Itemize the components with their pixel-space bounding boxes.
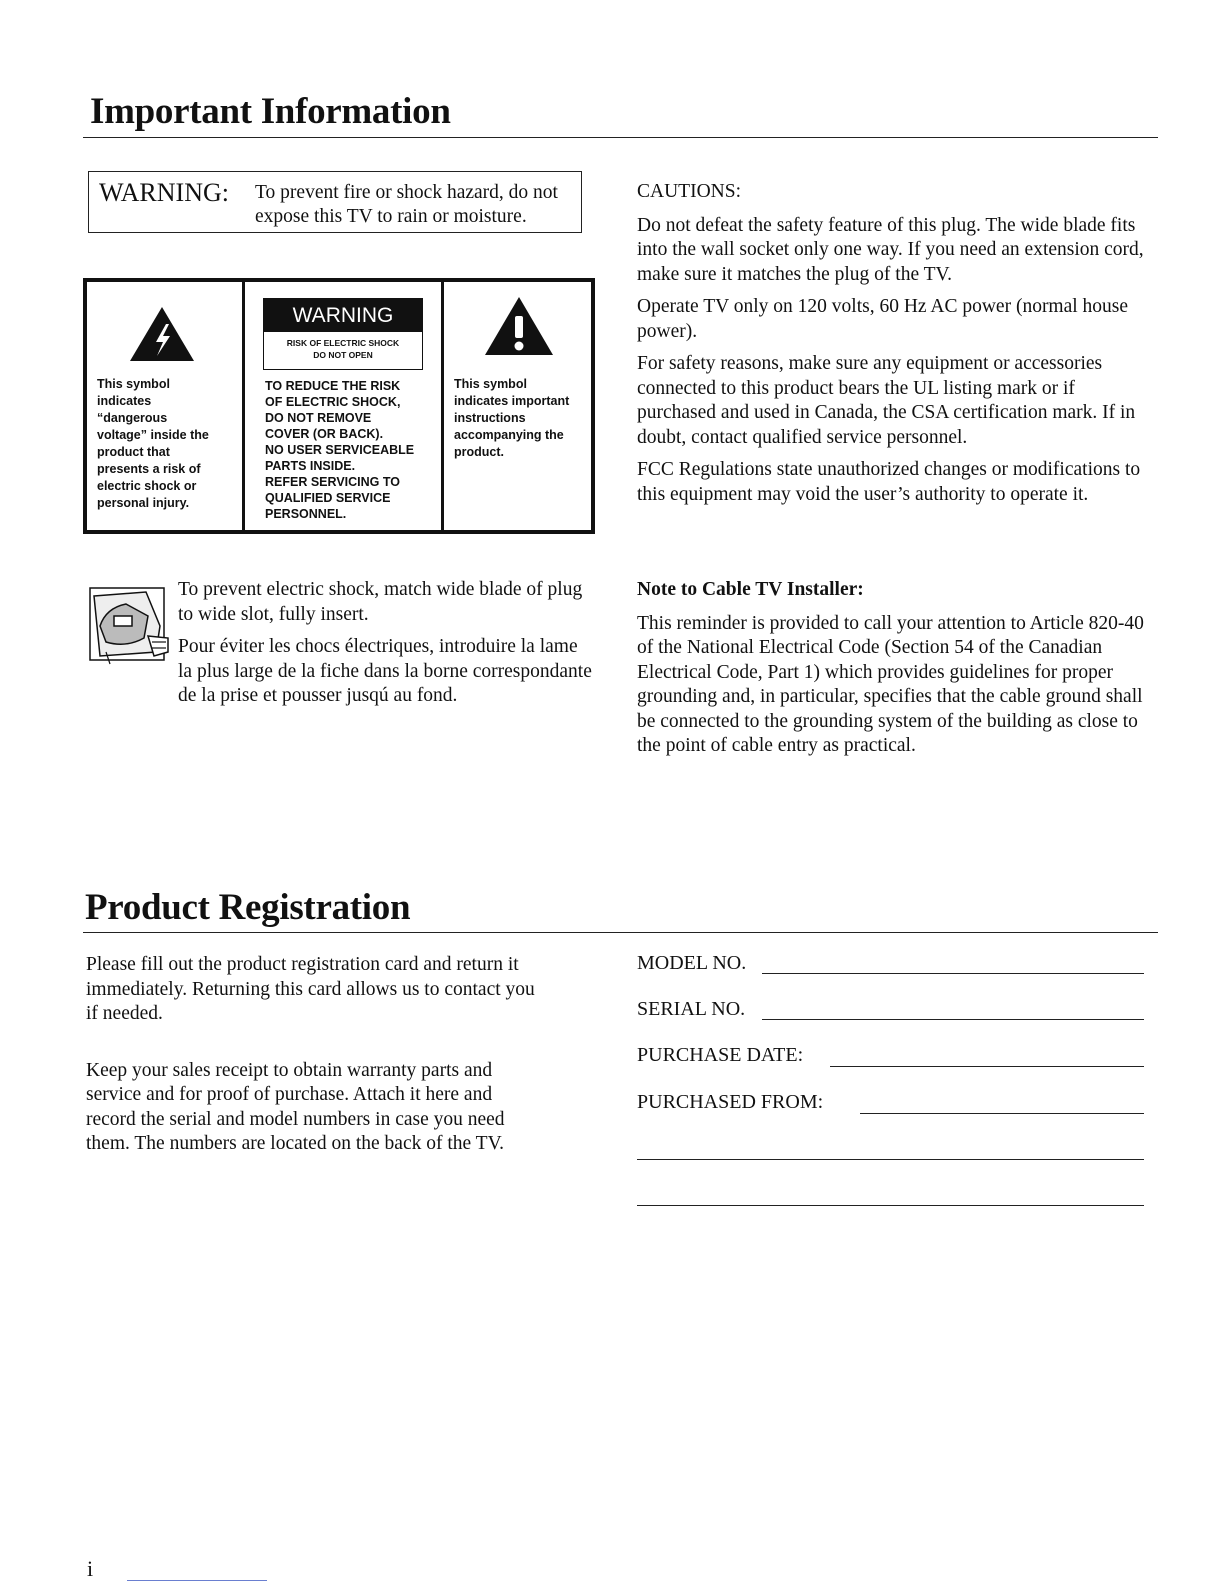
warning-message [255,181,575,229]
warning-line-1: To prevent fire or shock hazard, do not [255,182,558,203]
exclamation-symbol-text: This symbol indicates important instructions accompanying the product. [454,377,570,459]
lightning-symbol-cell [87,282,245,530]
serial-no-label: SERIAL NO. [637,998,746,1020]
cable-note-heading: Note to Cable TV Installer: [637,579,864,600]
model-no-field[interactable] [762,973,1144,974]
cable-installer-note [637,578,1159,759]
purchased-from-field-line-3[interactable] [637,1205,1144,1206]
caution-paragraph: For safety reasons, make sure any equipment or accessories connected to this product bears the UL listing mark or if purchased and used in Canada, the CSA certification mark. If in doubt, contact qualified service personnel. [637,353,1136,448]
warning-banner: WARNING [264,299,422,332]
cautions-heading: CAUTIONS: [637,181,742,202]
lightning-symbol-text: This symbol indicates “dangerous voltage” inside the product that presents a risk of electric shock or personal injury. [97,377,209,510]
exclamation-symbol-cell [444,282,595,530]
product-registration-title: Product Registration [85,887,411,928]
caution-paragraph: Operate TV only on 120 volts, 60 Hz AC power (normal house power). [637,296,1129,342]
caution-paragraph: Do not defeat the safety feature of this plug. The wide blade fits into the wall socket only one way. If you need an extension cord, make sure it matches the plug of the TV. [637,214,1144,285]
registration-para-1: Please fill out the product registration card and return it immediately. Returning this card allows us to contact you if needed. [86,954,535,1024]
page-number: i [87,1556,94,1581]
warning-word: WARNING: [99,178,229,207]
purchased-from-field-line-2[interactable] [637,1159,1144,1160]
plug-instructions: To prevent electric shock, match wide blade of plug to wide slot, fully insert. Pour éviter les chocs électriques, introduire la lame la plus large de la fiche dans la borne correspondante de la prise et pousser jusqú au fond. [178,579,592,706]
warning-label [263,298,423,370]
cautions-section [637,180,1157,515]
important-info-title: Important Information [90,91,451,132]
model-no-label: MODEL NO. [637,952,747,974]
warning-label-cell [245,282,444,530]
plug-icon [86,586,176,666]
warning-box [88,171,582,233]
lightning-warning-icon [129,306,195,362]
safety-symbol-table [83,278,595,534]
registration-rule [83,932,1158,933]
purchase-date-field[interactable] [830,1066,1144,1067]
title-rule [83,137,1158,138]
cable-note-text: This reminder is provided to call your attention to Article 820-40 of the National Electrical Code (Section 54 of the Canadian Electrical Code, Part 1) which provides guidelines for proper grounding and, in particular, specifies that the cable ground shall be connected to the grounding system of the building as close to the point of cable entry as practical. [637,612,1144,756]
exclamation-warning-icon [484,296,554,356]
registration-text [86,953,536,1157]
warning-label-text: TO REDUCE THE RISK OF ELECTRIC SHOCK, DO NOT REMOVE COVER (OR BACK). NO USER SERVICEABLE PARTS INSIDE. REFER SERVICING TO QUALIFIED SERVICE PERSONNEL. [265,379,415,521]
purchased-from-label: PURCHASED FROM: [637,1091,824,1113]
registration-para-2: Keep your sales receipt to obtain warranty parts and service and for proof of purchase. Attach it here and record the serial and model numbers in case you need them. The numbers are located on the back of the TV. [86,1059,505,1154]
warning-subtext: RISK OF ELECTRIC SHOCK DO NOT OPEN [286,338,400,360]
purchase-date-label: PURCHASE DATE: [637,1044,804,1066]
purchased-from-field[interactable] [860,1113,1144,1114]
warning-line-2: expose this TV to rain or moisture. [255,206,527,227]
serial-no-field[interactable] [762,1019,1144,1020]
caution-paragraph: FCC Regulations state unauthorized changes or modifications to this equipment may void the user’s authority to operate it. [637,459,1141,505]
footer-rule [127,1580,267,1581]
